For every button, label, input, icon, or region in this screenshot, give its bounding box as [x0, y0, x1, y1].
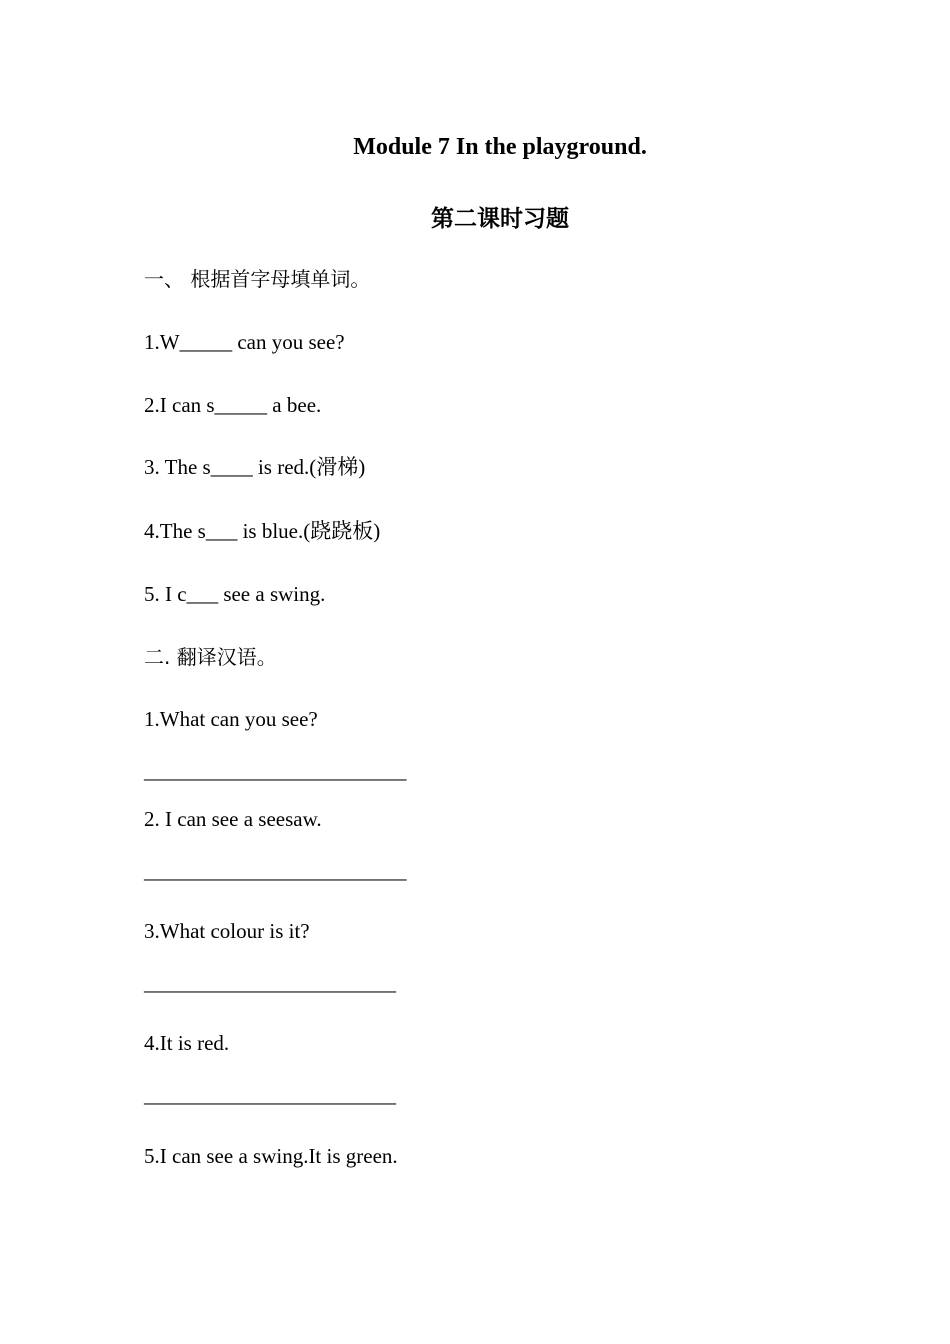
translate-question-4: 4.It is red.: [144, 1031, 230, 1055]
translate-question-3: 3.What colour is it?: [144, 919, 310, 943]
translate-answer-line-1: _________________________: [144, 759, 407, 783]
page-subtitle: 第二课时习题: [431, 206, 569, 232]
translate-question-2: 2. I can see a seesaw.: [144, 807, 322, 831]
translate-question-5: 5.I can see a swing.It is green.: [144, 1144, 398, 1168]
translate-answer-line-3: ________________________: [144, 971, 396, 995]
fill-item-4: 4.The s___ is blue.(跷跷板): [144, 519, 381, 543]
fill-item-1: 1.W_____ can you see?: [144, 330, 345, 354]
section1-heading: 一、 根据首字母填单词。: [144, 267, 371, 291]
page-title: Module 7 In the playground.: [353, 134, 647, 160]
translate-answer-line-2: _________________________: [144, 859, 407, 883]
fill-item-5: 5. I c___ see a swing.: [144, 582, 326, 606]
translate-answer-line-4: ________________________: [144, 1083, 396, 1107]
section2-heading: 二. 翻译汉语。: [144, 645, 277, 669]
fill-item-3: 3. The s____ is red.(滑梯): [144, 455, 366, 479]
translate-question-1: 1.What can you see?: [144, 707, 318, 731]
fill-item-2: 2.I can s_____ a bee.: [144, 393, 322, 417]
